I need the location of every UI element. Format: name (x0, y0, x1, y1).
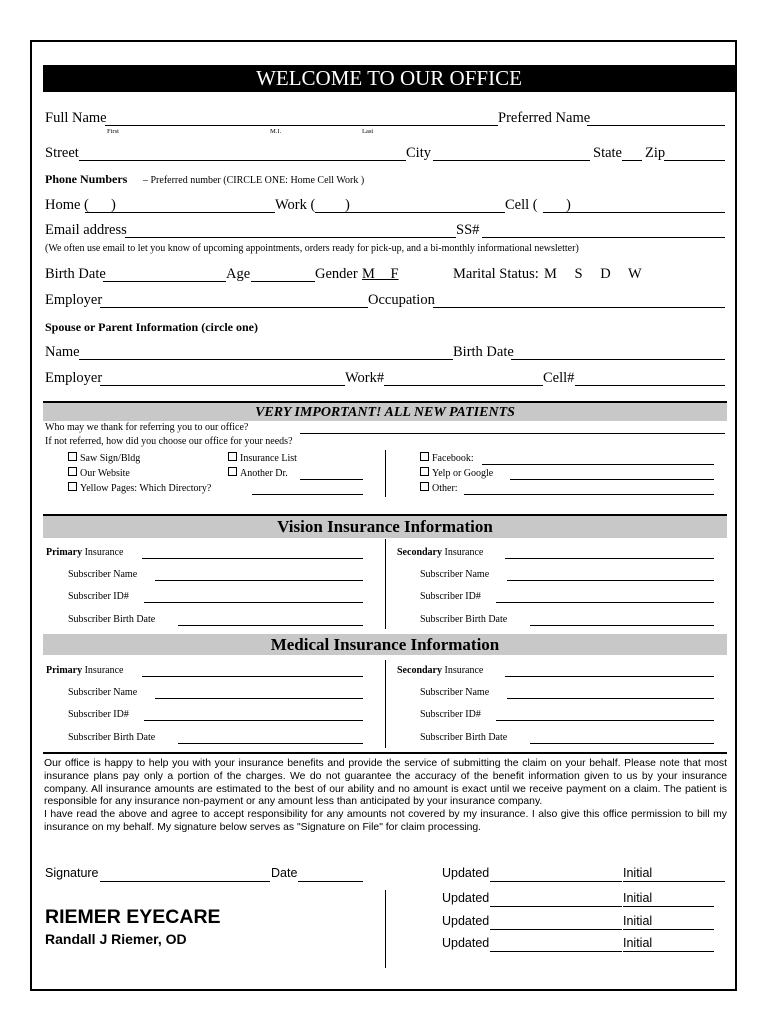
checkbox-icon[interactable] (228, 452, 237, 461)
initial-label-1: Initial (623, 866, 653, 880)
work-phone-field[interactable] (315, 212, 505, 213)
updated-label-1: Updated (442, 866, 490, 880)
street-label: Street (45, 145, 79, 161)
facebook-field[interactable] (482, 464, 714, 465)
email-note: (We often use email to let you know of upcoming appointments, orders ready for pick-up, and a bi-monthly informational newsletter) (45, 243, 579, 254)
option-insurance-list-label: Insurance List (240, 453, 297, 464)
age-label: Age (226, 266, 251, 282)
other-field[interactable] (464, 494, 714, 495)
signature-divider (385, 890, 386, 968)
option-yelp-label: Yelp or Google (432, 468, 494, 479)
preferred-name-label: Preferred Name (498, 110, 591, 126)
choose-question: If not referred, how did you choose our office for your needs? (45, 436, 293, 447)
medical-bar (43, 634, 727, 655)
vision-bar (43, 514, 727, 538)
medical-primary-subscriber-name-field[interactable] (155, 698, 363, 699)
yelp-field[interactable] (510, 479, 714, 480)
vision-secondary-subscriber-name-label: Subscriber Name (420, 569, 490, 580)
checkbox-icon[interactable] (228, 467, 237, 476)
title-banner (43, 65, 735, 92)
option-other[interactable] (420, 482, 458, 494)
employer-field[interactable] (100, 307, 368, 308)
updated-label-3: Updated (442, 914, 490, 928)
ss-label: SS# (456, 222, 480, 238)
mi-sublabel: M.I. (270, 128, 282, 135)
updated-label-4: Updated (442, 936, 490, 950)
city-field[interactable] (433, 160, 590, 161)
updated-field-1[interactable] (490, 881, 622, 882)
updated-field-4[interactable] (490, 951, 622, 952)
medical-primary-subscriber-id-label: Subscriber ID# (68, 709, 129, 720)
medical-primary-subscriber-birth-field[interactable] (178, 743, 363, 744)
vision-primary-subscriber-birth-field[interactable] (178, 625, 363, 626)
age-field[interactable] (251, 281, 315, 282)
vision-primary-label (46, 547, 123, 558)
option-yellow-pages-label: Yellow Pages: Which Directory? (80, 483, 212, 494)
option-facebook[interactable] (420, 452, 474, 464)
signature-label: Signature (45, 866, 99, 880)
initial-label-3: Initial (623, 914, 653, 928)
spouse-name-field[interactable] (79, 359, 453, 360)
occupation-field[interactable] (433, 307, 725, 308)
preferred-name-field[interactable] (587, 125, 725, 126)
cell-phone-paren: ) (566, 197, 571, 213)
vision-secondary-subscriber-name-field[interactable] (507, 580, 714, 581)
signature-date-field[interactable] (298, 881, 363, 882)
medical-primary-subscriber-id-field[interactable] (144, 720, 363, 721)
medical-secondary-subscriber-birth-field[interactable] (530, 743, 714, 744)
medical-secondary-subscriber-id-field[interactable] (496, 720, 714, 721)
medical-secondary-label (397, 665, 483, 676)
option-saw-sign[interactable] (68, 452, 140, 464)
option-yelp[interactable] (420, 467, 493, 479)
insurance-disclaimer (44, 758, 727, 835)
updated-field-3[interactable] (490, 929, 622, 930)
initial-field-2[interactable] (623, 906, 714, 907)
medical-primary-insurance-word: Insurance (82, 665, 124, 676)
vision-primary-insurance-word: Insurance (82, 547, 124, 558)
vision-divider (385, 539, 386, 629)
spouse-work-field[interactable] (384, 385, 543, 386)
home-phone-paren: ) (111, 197, 116, 213)
spouse-work-label: Work# (345, 370, 385, 386)
full-name-label: Full Name (45, 110, 107, 126)
zip-label: Zip (645, 145, 666, 161)
spouse-cell-field[interactable] (575, 385, 725, 386)
occupation-label: Occupation (368, 292, 435, 308)
spouse-heading: Spouse or Parent Information (circle one) (45, 320, 258, 334)
consent-paragraph: I have read the above and agree to accept responsibility for any amounts not covered by my insurance. I also give this office permission to bill my insurance on my behalf. My signature below serves as "Signature on File" for claim processing. (44, 809, 727, 833)
vision-primary-subscriber-id-field[interactable] (144, 602, 363, 603)
home-phone-field[interactable] (85, 212, 275, 213)
spouse-birth-date-field[interactable] (511, 359, 725, 360)
vision-primary-field[interactable] (142, 558, 363, 559)
spouse-employer-label: Employer (45, 370, 103, 386)
spouse-cell-label: Cell# (543, 370, 575, 386)
medical-primary-label (46, 665, 123, 676)
initial-label-4: Initial (623, 936, 653, 950)
checkbox-icon[interactable] (68, 452, 77, 461)
spouse-employer-field[interactable] (100, 385, 345, 386)
medical-secondary-field[interactable] (505, 676, 714, 677)
signature-date-label: Date (271, 866, 298, 880)
checkbox-icon[interactable] (68, 467, 77, 476)
medical-secondary-insurance-word: Insurance (442, 665, 484, 676)
updated-label-2: Updated (442, 891, 490, 905)
practice-name: RIEMER EYECARE (45, 906, 221, 928)
checkbox-icon[interactable] (420, 452, 429, 461)
vision-primary-word: Primary (46, 547, 83, 558)
another-dr-field[interactable] (300, 479, 363, 480)
referral-question: Who may we thank for referring you to our office? (45, 422, 249, 433)
ss-field[interactable] (482, 237, 725, 238)
birth-date-field[interactable] (103, 281, 226, 282)
vision-heading: Vision Insurance Information (277, 517, 493, 536)
work-phone-paren: ) (345, 197, 350, 213)
vision-primary-subscriber-birth-label: Subscriber Birth Date (68, 614, 156, 625)
vision-secondary-subscriber-birth-field[interactable] (530, 625, 714, 626)
phone-note: – Preferred number (CIRCLE ONE: Home Cell Work ) (143, 175, 365, 186)
medical-heading: Medical Insurance Information (270, 635, 500, 654)
option-yellow-pages[interactable] (68, 482, 211, 494)
cell-phone-label: Cell ( (505, 197, 538, 213)
last-sublabel: Last (362, 128, 374, 135)
state-field[interactable] (622, 160, 642, 161)
employer-label: Employer (45, 292, 103, 308)
zip-field[interactable] (664, 160, 725, 161)
vision-secondary-subscriber-id-field[interactable] (496, 602, 714, 603)
medical-secondary-subscriber-name-field[interactable] (507, 698, 714, 699)
checkbox-icon[interactable] (420, 467, 429, 476)
option-other-label: Other: (432, 483, 458, 494)
section-rule (43, 752, 727, 754)
medical-primary-field[interactable] (142, 676, 363, 677)
birth-date-label: Birth Date (45, 266, 106, 282)
state-label: State (593, 145, 622, 161)
gender-options[interactable]: M F (362, 266, 399, 282)
referral-heading: VERY IMPORTANT! ALL NEW PATIENTS (255, 405, 515, 420)
email-field[interactable] (125, 237, 456, 238)
vision-primary-subscriber-id-label: Subscriber ID# (68, 591, 129, 602)
street-field[interactable] (79, 160, 406, 161)
doctor-name: Randall J Riemer, OD (45, 931, 187, 947)
vision-secondary-word: Secondary (397, 547, 442, 558)
vision-secondary-subscriber-id-label: Subscriber ID# (420, 591, 481, 602)
signature-field[interactable] (100, 881, 270, 882)
checkbox-icon[interactable] (68, 482, 77, 491)
medical-secondary-subscriber-name-label: Subscriber Name (420, 687, 490, 698)
city-label: City (406, 145, 431, 161)
disclaimer-paragraph: Our office is happy to help you with your insurance benefits and provide the service of submitting the claim on your behalf. Please note that most insurance plans pay only a portion of the charges. We do not guarantee the accuracy of the benefit information given to us by your insurance company. All insurance amounts are estimated to the best of our ability and no amount is exact until we receive payment on a claim. The patient is responsible for any insurance non-payment or any amount less than anticipated by your insurance company. (44, 758, 727, 808)
medical-secondary-subscriber-birth-label: Subscriber Birth Date (420, 732, 508, 743)
medical-primary-word: Primary (46, 665, 83, 676)
option-another-dr-label: Another Dr. (240, 468, 288, 479)
gender-label: Gender (315, 266, 358, 282)
option-facebook-label: Facebook: (432, 453, 474, 464)
vision-secondary-field[interactable] (505, 558, 714, 559)
page-title: WELCOME TO OUR OFFICE (256, 66, 522, 90)
referral-divider (385, 450, 386, 497)
vision-primary-subscriber-name-field[interactable] (155, 580, 363, 581)
marital-status-label: Marital Status: (453, 266, 539, 282)
email-label: Email address (45, 222, 127, 238)
first-sublabel: First (107, 128, 119, 135)
phone-numbers-heading: Phone Numbers (45, 172, 128, 186)
spouse-name-label: Name (45, 344, 80, 360)
home-phone-label: Home ( (45, 197, 89, 213)
medical-primary-subscriber-birth-label: Subscriber Birth Date (68, 732, 156, 743)
medical-divider (385, 660, 386, 748)
medical-secondary-subscriber-id-label: Subscriber ID# (420, 709, 481, 720)
referral-field[interactable] (300, 433, 725, 434)
marital-options[interactable]: M S D W (544, 266, 642, 282)
initial-field-4[interactable] (623, 951, 714, 952)
yellow-pages-field[interactable] (252, 494, 363, 495)
option-another-dr[interactable] (228, 467, 288, 479)
vision-secondary-label (397, 547, 483, 558)
vision-primary-subscriber-name-label: Subscriber Name (68, 569, 138, 580)
medical-secondary-word: Secondary (397, 665, 442, 676)
updated-field-2[interactable] (490, 906, 622, 907)
full-name-field[interactable] (105, 125, 498, 126)
medical-primary-subscriber-name-label: Subscriber Name (68, 687, 138, 698)
initial-field-1[interactable] (623, 881, 725, 882)
work-phone-label: Work ( (275, 197, 316, 213)
option-insurance-list[interactable] (228, 452, 297, 464)
spouse-birth-date-label: Birth Date (453, 344, 514, 360)
initial-label-2: Initial (623, 891, 653, 905)
option-our-website-label: Our Website (80, 468, 130, 479)
cell-phone-field[interactable] (543, 212, 725, 213)
checkbox-icon[interactable] (420, 482, 429, 491)
vision-secondary-subscriber-birth-label: Subscriber Birth Date (420, 614, 508, 625)
referral-bar (43, 401, 727, 421)
vision-secondary-insurance-word: Insurance (442, 547, 484, 558)
option-our-website[interactable] (68, 467, 130, 479)
option-saw-sign-label: Saw Sign/Bldg (80, 453, 141, 464)
initial-field-3[interactable] (623, 929, 714, 930)
